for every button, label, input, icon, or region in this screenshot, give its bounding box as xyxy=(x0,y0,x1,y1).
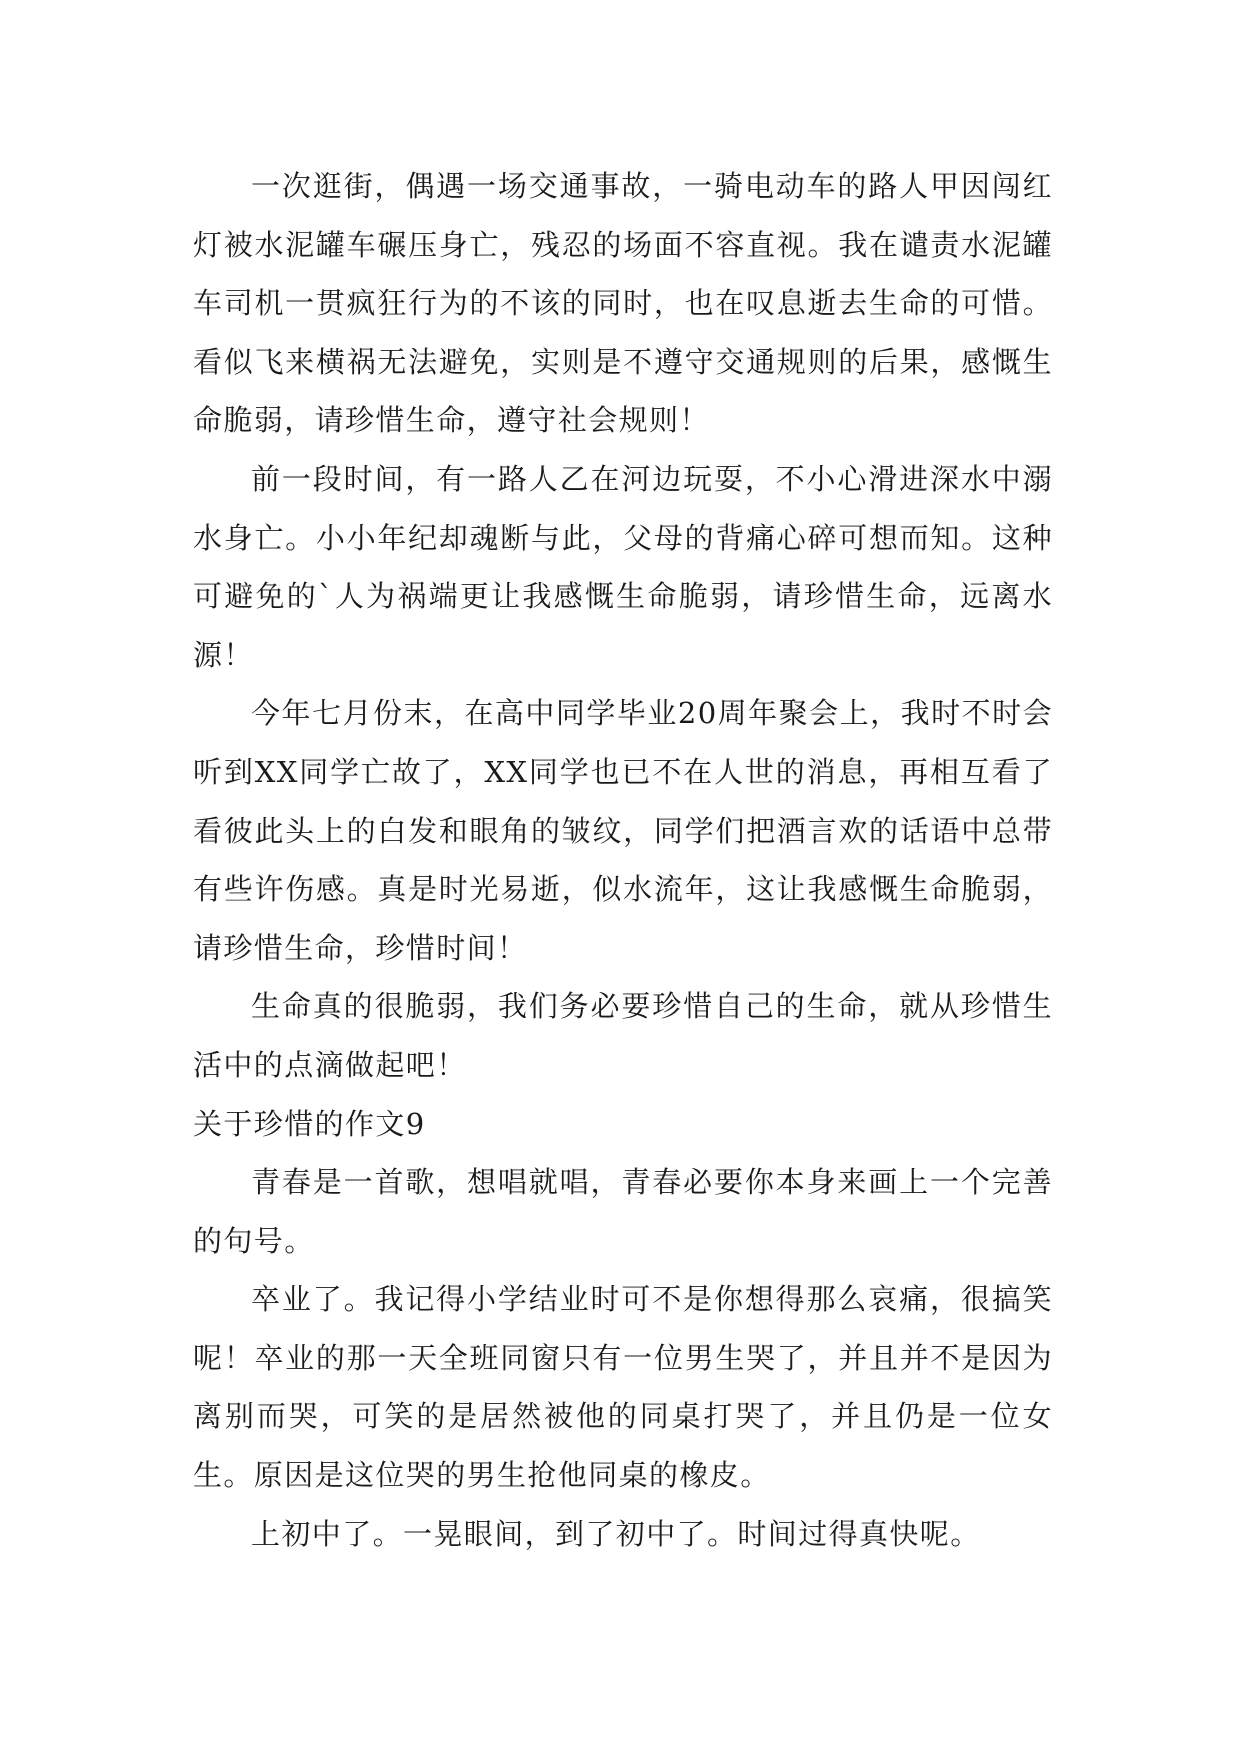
document-body xyxy=(193,157,1053,1563)
paragraph-drowning: 前一段时间，有一路人乙在河边玩耍，不小心滑进深水中溺水身亡。小小年纪却魂断与此，父母的背痛心碎可想而知。这种可避免的`人为祸端更让我感慨生命脆弱，请珍惜生命，远离水源！ xyxy=(193,461,1053,672)
paragraph-cherish-life: 生命真的很脆弱，我们务必要珍惜自己的生命，就从珍惜生活中的点滴做起吧！ xyxy=(193,989,1053,1082)
paragraph-class-reunion: 今年七月份末，在高中同学毕业20周年聚会上，我时不时会听到XX同学亡故了，XX同学也已不在人世的消息，再相互看了看彼此头上的白发和眼角的皱纹，同学们把酒言欢的话语中总带有些许伤感。真是时光易逝，似水流年，这让我感慨生命脆弱，请珍惜生命，珍惜时间！ xyxy=(193,696,1053,965)
paragraph-youth-song: 青春是一首歌，想唱就唱，青春必要你本身来画上一个完善的句号。 xyxy=(193,1165,1053,1258)
paragraph-traffic-accident: 一次逛街，偶遇一场交通事故，一骑电动车的路人甲因闯红灯被水泥罐车碾压身亡，残忍的场面不容直视。我在谴责水泥罐车司机一贯疯狂行为的不该的同时，也在叹息逝去生命的可惜。看似飞来横祸无法避免，实则是不遵守交通规则的后果，感慨生命脆弱，请珍惜生命，遵守社会规则！ xyxy=(193,169,1053,438)
paragraph-graduation: 卒业了。我记得小学结业时可不是你想得那么哀痛，很搞笑呢！卒业的那一天全班同窗只有一位男生哭了，并且并不是因为离别而哭，可笑的是居然被他的同桌打哭了，并且仍是一位女生。原因是这位哭的男生抢他同桌的橡皮。 xyxy=(193,1282,1053,1493)
section-heading: 关于珍惜的作文9 xyxy=(193,1106,426,1141)
paragraph-junior-high: 上初中了。一晃眼间，到了初中了。时间过得真快呢。 xyxy=(251,1516,981,1551)
